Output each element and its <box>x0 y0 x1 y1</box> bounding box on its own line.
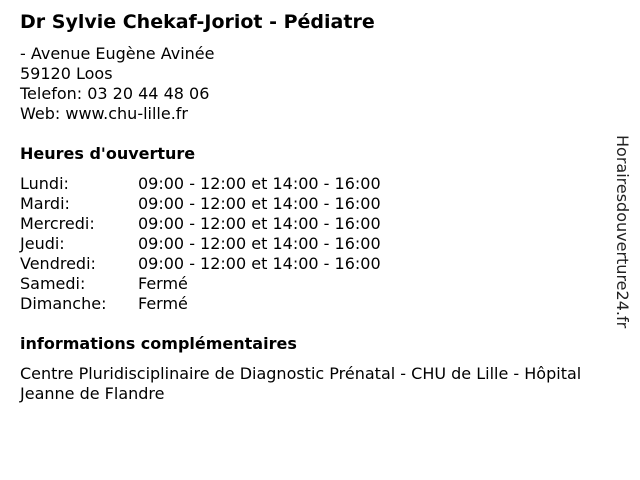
day-label: Mercredi: <box>20 214 95 233</box>
hours-row-sunday <box>20 294 381 314</box>
site-watermark: Horairesdouverture24.fr <box>613 135 632 329</box>
additional-info-text: Centre Pluridisciplinaire de Diagnostic Prénatal - CHU de Lille - Hôpital Jeanne de Flandre <box>20 364 582 403</box>
day-label: Jeudi: <box>20 234 65 253</box>
hours-value: Fermé <box>138 294 188 313</box>
hours-value: Fermé <box>138 274 188 293</box>
page-title: Dr Sylvie Chekaf-Joriot - Pédiatre <box>20 11 375 33</box>
hours-row-monday <box>20 174 381 194</box>
opening-hours-heading: Heures d'ouverture <box>20 144 196 163</box>
hours-value: 09:00 - 12:00 et 14:00 - 16:00 <box>138 254 381 273</box>
hours-row-friday <box>20 254 381 274</box>
hours-value: 09:00 - 12:00 et 14:00 - 16:00 <box>138 174 381 193</box>
additional-info-heading: informations complémentaires <box>20 334 297 353</box>
hours-row-thursday <box>20 234 381 254</box>
website: Web: www.chu-lille.fr <box>20 104 189 123</box>
phone-number: Telefon: 03 20 44 48 06 <box>20 84 210 103</box>
day-label: Mardi: <box>20 194 70 213</box>
hours-row-tuesday <box>20 194 381 214</box>
hours-row-saturday <box>20 274 381 294</box>
day-label: Samedi: <box>20 274 86 293</box>
day-label: Lundi: <box>20 174 69 193</box>
hours-value: 09:00 - 12:00 et 14:00 - 16:00 <box>138 214 381 233</box>
hours-value: 09:00 - 12:00 et 14:00 - 16:00 <box>138 194 381 213</box>
hours-row-wednesday <box>20 214 381 234</box>
day-label: Vendredi: <box>20 254 96 273</box>
address-block <box>20 44 214 124</box>
opening-hours-list <box>20 174 381 314</box>
day-label: Dimanche: <box>20 294 107 313</box>
hours-value: 09:00 - 12:00 et 14:00 - 16:00 <box>138 234 381 253</box>
address-city: 59120 Loos <box>20 64 113 83</box>
address-street: - Avenue Eugène Avinée <box>20 44 215 63</box>
